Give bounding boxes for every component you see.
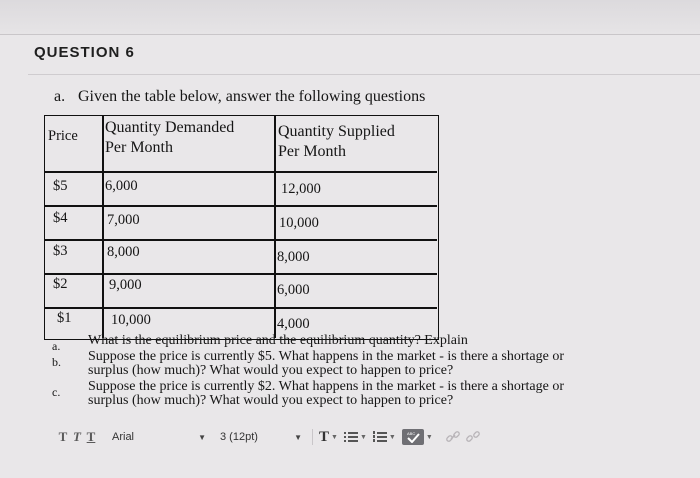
font-family-value: Arial [112, 431, 135, 443]
question-c-line-2: surplus (how much)? What would you expect to happen to price? [88, 393, 454, 408]
bullet-list-button[interactable] [344, 428, 367, 446]
row-1-price: $5 [53, 178, 68, 194]
question-c [52, 380, 652, 409]
italic-button[interactable]: T [73, 429, 81, 444]
numbered-list-button[interactable] [373, 428, 396, 446]
editor-toolbar [56, 426, 561, 448]
supply-demand-table [44, 115, 439, 340]
spellcheck-button[interactable] [402, 428, 433, 446]
row-5-price: $1 [57, 310, 72, 326]
header-demanded-2: Per Month [105, 139, 173, 156]
numbered-list-icon [373, 431, 387, 443]
bullet-list-icon [344, 431, 358, 443]
font-size-select[interactable] [216, 428, 306, 446]
question-title: QUESTION 6 [34, 44, 135, 61]
row-4-supplied: 6,000 [277, 282, 310, 298]
chevron-down-icon: ▼ [388, 433, 396, 441]
question-b-line-1: Suppose the price is currently $5. What happens in the market - is there a shortage or [88, 348, 564, 364]
chevron-down-icon: ▼ [425, 433, 433, 441]
spellcheck-label: ABC [406, 431, 416, 436]
row-5-supplied: 4,000 [277, 316, 310, 332]
row-3-demanded: 8,000 [107, 244, 140, 260]
chevron-down-icon: ▼ [198, 432, 206, 442]
chevron-down-icon: ▼ [359, 433, 367, 441]
row-1-supplied: 12,000 [281, 181, 321, 197]
chevron-down-icon: ▼ [294, 432, 302, 442]
question-b-line-2: surplus (how much)? What would you expect to happen to price? [88, 363, 454, 378]
question-c-line-1: Suppose the price is currently $2. What happens in the market - is there a shortage or [88, 378, 564, 394]
unlink-icon[interactable] [465, 428, 481, 446]
question-a [52, 333, 652, 353]
question-a-line-1: What is the equilibrium price and the equilibrium quantity? Explain [88, 333, 468, 348]
questions-list [52, 334, 652, 410]
intro-line [54, 88, 425, 106]
header-supplied-1: Quantity Supplied [278, 123, 395, 140]
underline-button[interactable]: T [86, 429, 96, 444]
intro-marker: a. [54, 88, 66, 105]
text-color-button[interactable] [319, 428, 338, 446]
question-b-marker: b. [52, 354, 61, 369]
header-demanded-1: Quantity Demanded [105, 119, 235, 136]
spellcheck-icon [402, 429, 424, 445]
font-size-value: 3 (12pt) [220, 431, 258, 443]
toolbar-divider [312, 429, 313, 445]
question-b [52, 350, 652, 379]
row-2-supplied: 10,000 [279, 215, 319, 231]
question-a-marker: a. [52, 339, 61, 353]
question-c-marker: c. [52, 384, 61, 399]
row-3-supplied: 8,000 [277, 249, 310, 265]
row-4-demanded: 9,000 [109, 277, 142, 293]
title-divider [28, 74, 700, 75]
chevron-down-icon: ▼ [331, 433, 338, 441]
row-3-price: $3 [53, 243, 68, 259]
row-2-demanded: 7,000 [107, 212, 140, 228]
row-2-price: $4 [53, 210, 68, 226]
top-divider [0, 34, 700, 35]
font-family-select[interactable] [108, 428, 210, 446]
top-band [0, 0, 700, 34]
header-supplied-2: Per Month [278, 143, 346, 160]
intro-text: Given the table below, answer the following questions [78, 88, 426, 105]
link-icon[interactable] [445, 428, 461, 446]
row-1-demanded: 6,000 [105, 178, 138, 194]
row-5-demanded: 10,000 [111, 312, 151, 328]
bold-button[interactable]: T [58, 429, 68, 444]
text-color-icon: T [319, 428, 330, 445]
header-price: Price [48, 128, 78, 144]
row-4-price: $2 [53, 276, 68, 292]
